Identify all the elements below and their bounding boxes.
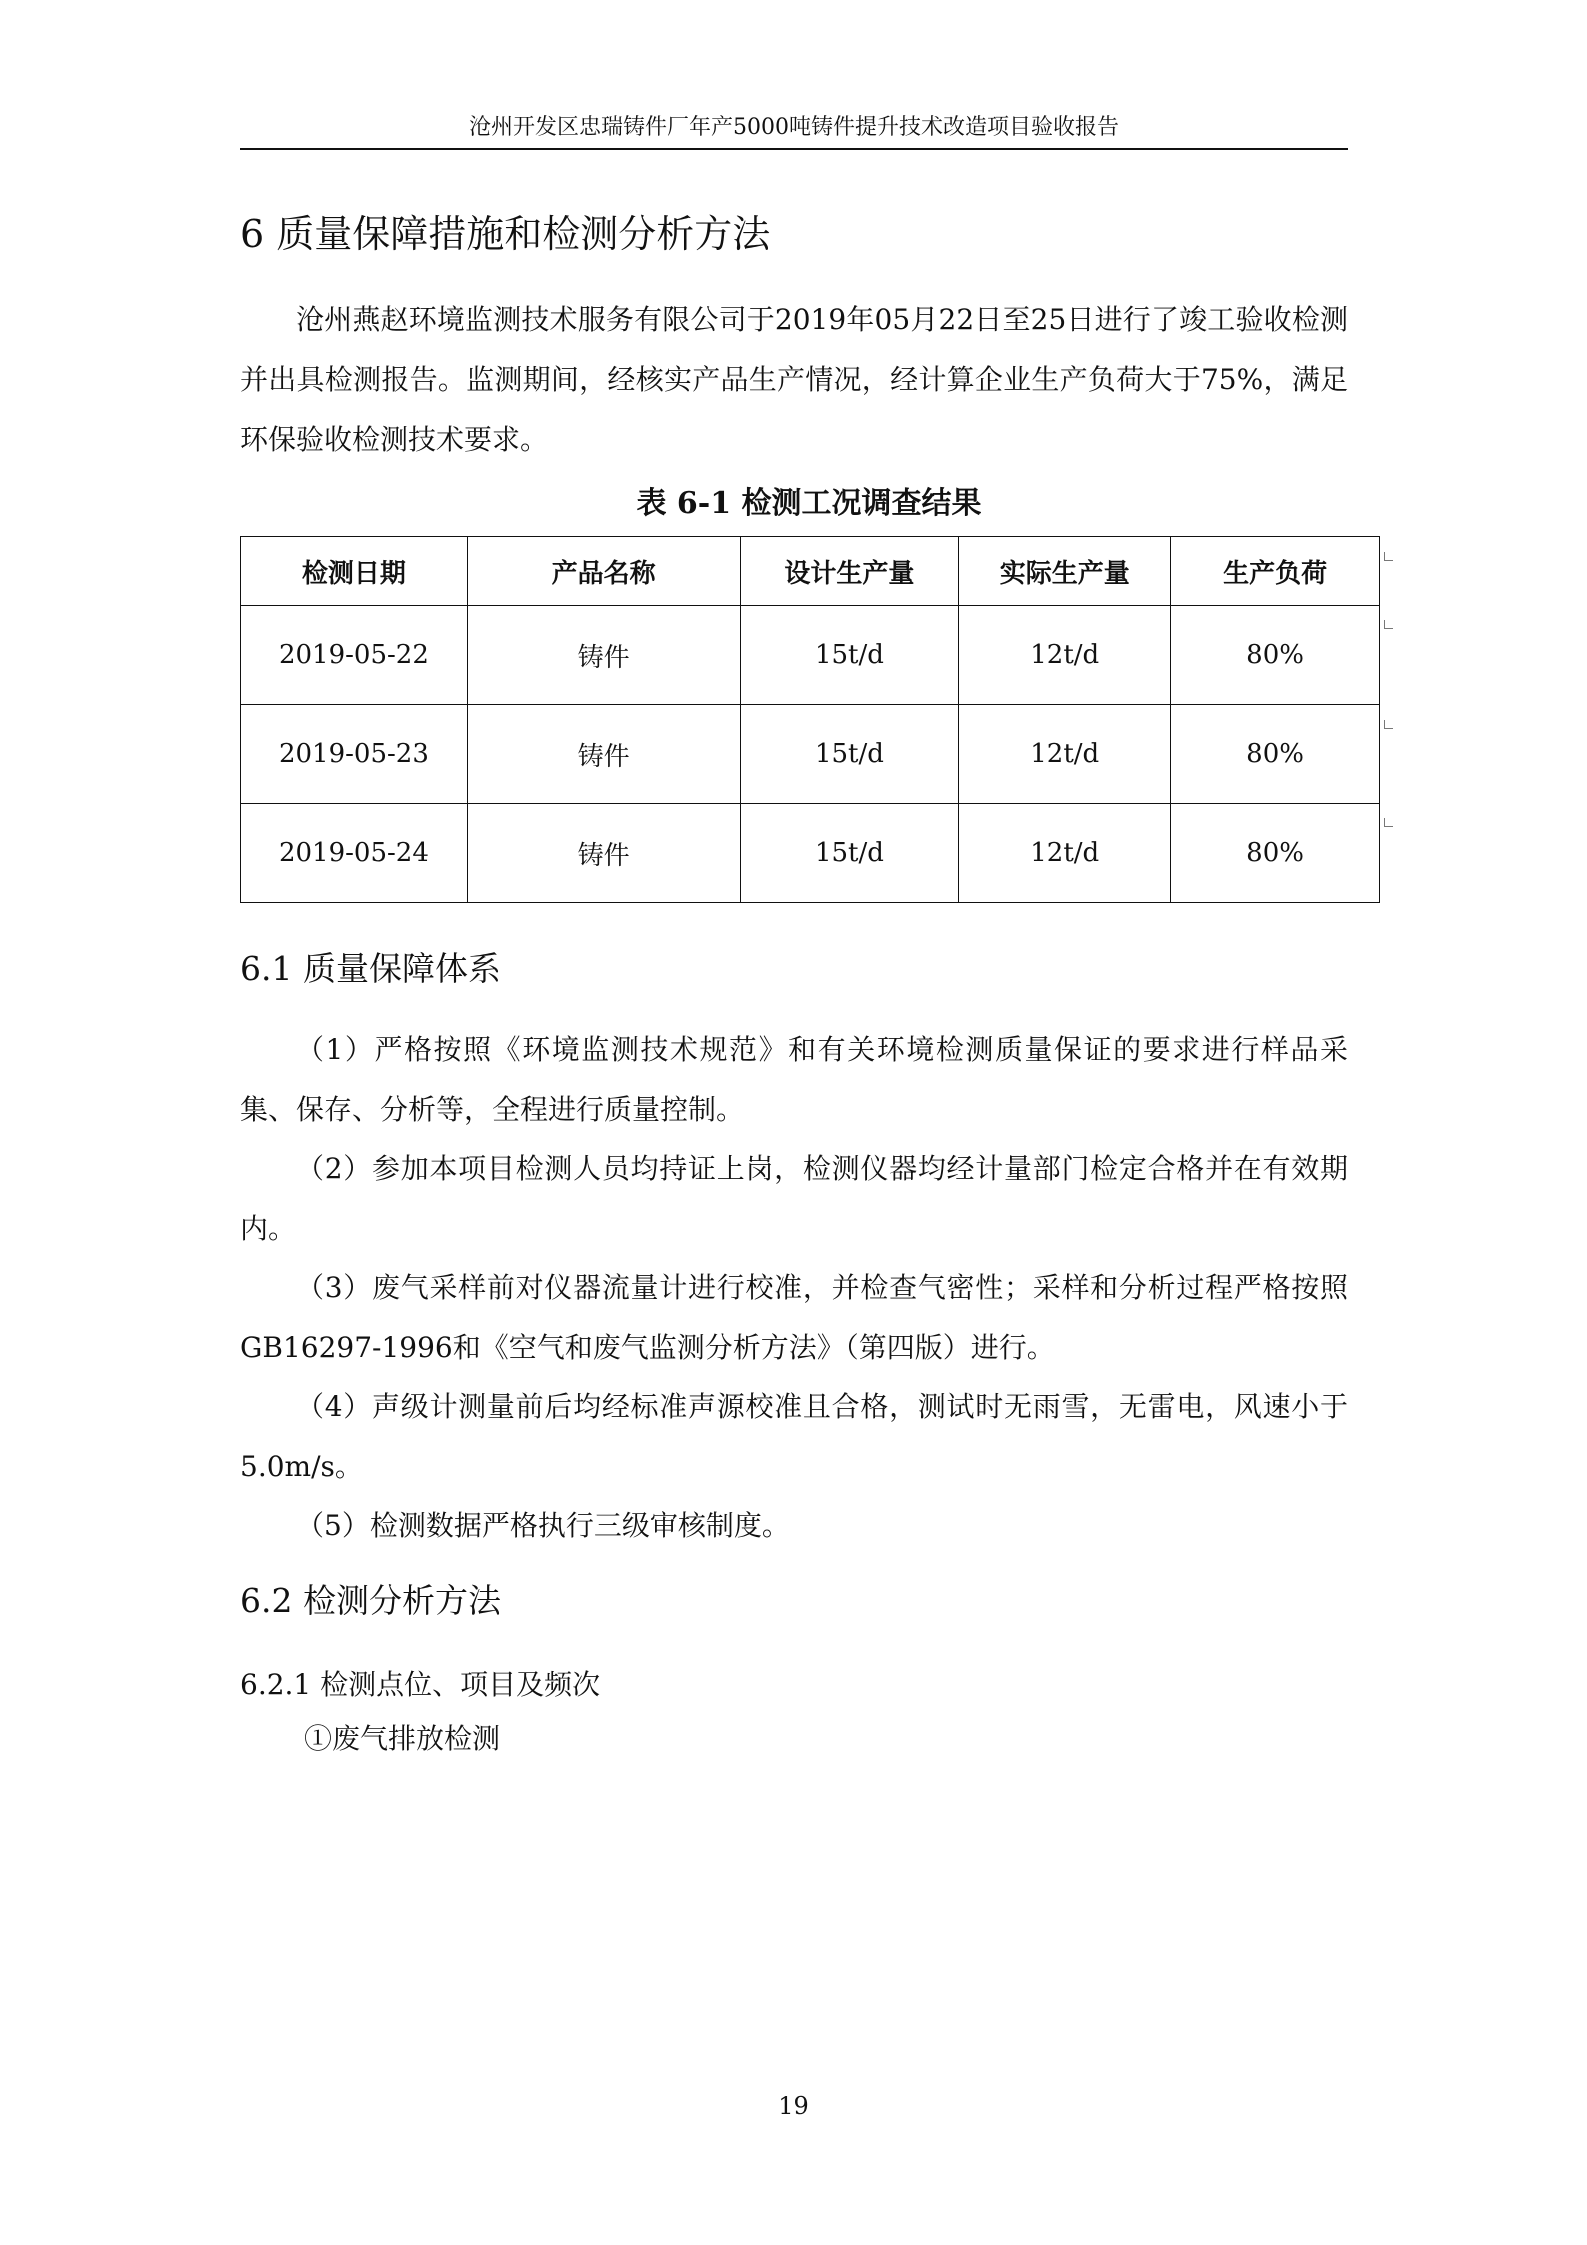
cell-product: 铸件 (467, 606, 740, 705)
table-header-row (241, 537, 1380, 606)
cell-design-output: 15t/d (740, 705, 959, 804)
header-design-output: 设计生产量 (740, 537, 959, 606)
cell-load: 80% (1171, 606, 1380, 705)
section-6-1-heading: 6.1 质量保障体系 (240, 949, 501, 988)
header-load: 生产负荷 (1171, 537, 1380, 606)
page-number: 19 (778, 2092, 809, 2120)
cell-design-output: 15t/d (740, 606, 959, 705)
table-row (241, 705, 1380, 804)
section-6-intro-paragraph: 沧州燕赵环境监测技术服务有限公司于2019年05月22日至25日进行了竣工验收检测并出具检测报告。监测期间，经核实产品生产情况，经计算企业生产负荷大于75%，满足环保验收检测技术要求。 (240, 303, 1348, 456)
quality-item-3: （3）废气采样前对仪器流量计进行校准，并检查气密性；采样和分析过程严格按照GB16297-1996和《空气和废气监测分析方法》（第四版）进行。 (240, 1271, 1348, 1364)
cell-date: 2019-05-23 (241, 705, 468, 804)
section-6-heading: 6 质量保障措施和检测分析方法 (240, 212, 771, 256)
cell-load: 80% (1171, 705, 1380, 804)
section-6-2-1-heading: 6.2.1 检测点位、项目及频次 (240, 1668, 601, 1701)
cell-product: 铸件 (467, 804, 740, 903)
exhaust-gas-item: ①废气排放检测 (304, 1722, 501, 1755)
quality-item-1: （1）严格按照《环境监测技术规范》和有关环境检测质量保证的要求进行样品采集、保存、分析等，全程进行质量控制。 (240, 1033, 1348, 1126)
header-actual-output: 实际生产量 (959, 537, 1171, 606)
paragraph-mark-icon (1384, 818, 1393, 827)
paragraph-mark-icon (1384, 720, 1393, 729)
paragraph-mark-icon (1384, 620, 1393, 629)
cell-design-output: 15t/d (740, 804, 959, 903)
table-row (241, 606, 1380, 705)
quality-item-2: （2）参加本项目检测人员均持证上岗，检测仪器均经计量部门检定合格并在有效期内。 (240, 1152, 1348, 1245)
section-6-2-heading: 6.2 检测分析方法 (240, 1581, 501, 1620)
paragraph-mark-icon (1384, 552, 1393, 561)
cell-date: 2019-05-24 (241, 804, 468, 903)
cell-actual-output: 12t/d (959, 804, 1171, 903)
cell-date: 2019-05-22 (241, 606, 468, 705)
table-6-1-caption: 表 6-1 检测工况调查结果 (636, 486, 982, 521)
table-row (241, 804, 1380, 903)
quality-item-5: （5）检测数据严格执行三级审核制度。 (296, 1509, 790, 1542)
cell-load: 80% (1171, 804, 1380, 903)
cell-actual-output: 12t/d (959, 606, 1171, 705)
header-date: 检测日期 (241, 537, 468, 606)
running-header: 沧州开发区忠瑞铸件厂年产5000吨铸件提升技术改造项目验收报告 (240, 108, 1348, 150)
quality-item-4: （4）声级计测量前后均经标准声源校准且合格，测试时无雨雪，无雷电，风速小于5.0m/s。 (240, 1390, 1348, 1483)
cell-product: 铸件 (467, 705, 740, 804)
header-product: 产品名称 (467, 537, 740, 606)
cell-actual-output: 12t/d (959, 705, 1171, 804)
table-6-1 (240, 536, 1380, 903)
